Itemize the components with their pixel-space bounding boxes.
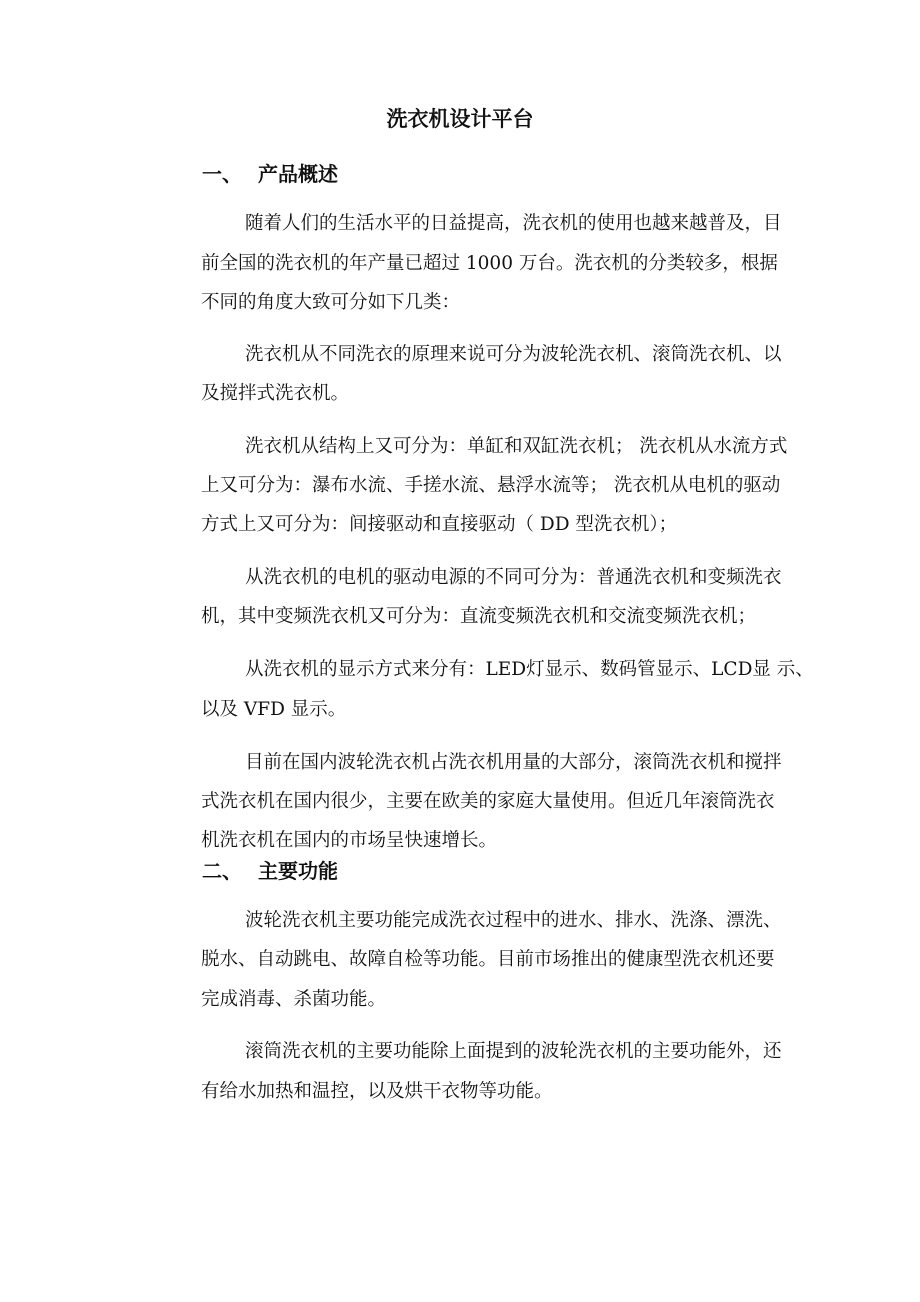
paragraph-line: 洗衣机从不同洗衣的原理来说可分为波轮洗衣机、滚筒洗衣机、以 xyxy=(245,344,782,365)
paragraph-line: 前全国的洗衣机的年产量已超过 1000 万台。洗衣机的分类较多，根据 xyxy=(201,253,778,274)
section-heading-overview xyxy=(202,158,338,187)
paragraph-line: 目前在国内波轮洗衣机占洗衣机用量的大部分，滚筒洗衣机和搅拌 xyxy=(245,752,782,773)
paragraph-line: 不同的角度大致可分如下几类： xyxy=(201,292,461,313)
paragraph-line: 上又可分为：瀑布水流、手搓水流、悬浮水流等； 洗衣机从电机的驱动 xyxy=(201,475,781,496)
paragraph-line: 从洗衣机的电机的驱动电源的不同可分为：普通洗衣机和变频洗衣 xyxy=(245,567,782,588)
paragraph-line: 方式上又可分为：间接驱动和直接驱动（ DD 型洗衣机）； xyxy=(201,514,678,535)
section-title: 主要功能 xyxy=(258,859,338,883)
paragraph-line: 以及 VFD 显示。 xyxy=(201,699,347,720)
paragraph-line: 洗衣机从结构上又可分为：单缸和双缸洗衣机； 洗衣机从水流方式 xyxy=(245,436,788,457)
paragraph-line: 滚筒洗衣机的主要功能除上面提到的波轮洗衣机的主要功能外，还 xyxy=(245,1041,782,1062)
paragraph-line: 及搅拌式洗衣机。 xyxy=(201,383,350,404)
paragraph-line: 式洗衣机在国内很少，主要在欧美的家庭大量使用。但近几年滚筒洗衣 xyxy=(201,791,775,812)
paragraph-line: 机，其中变频洗衣机又可分为：直流变频洗衣机和交流变频洗衣机； xyxy=(201,606,757,627)
section-heading-functions xyxy=(202,855,338,884)
paragraph-line: 从洗衣机的显示方式来分有：LED灯显示、数码管显示、LCD显 示、 xyxy=(245,659,814,680)
paragraph-line: 有给水加热和温控，以及烘干衣物等功能。 xyxy=(201,1081,553,1102)
section-title: 产品概述 xyxy=(258,162,338,186)
section-number: 一、 xyxy=(202,162,242,186)
paragraph-line: 脱水、自动跳电、故障自检等功能。目前市场推出的健康型洗衣机还要 xyxy=(201,949,775,970)
paragraph-line: 随着人们的生活水平的日益提高，洗衣机的使用也越来越普及，目 xyxy=(245,213,782,234)
document-title: 洗衣机设计平台 xyxy=(386,106,534,131)
paragraph-line: 波轮洗衣机主要功能完成洗衣过程中的进水、排水、洗涤、漂洗、 xyxy=(245,910,782,931)
section-number: 二、 xyxy=(202,859,242,883)
paragraph-line: 完成消毒、杀菌功能。 xyxy=(201,989,387,1010)
paragraph-line: 机洗衣机在国内的市场呈快速增长。 xyxy=(201,830,498,851)
